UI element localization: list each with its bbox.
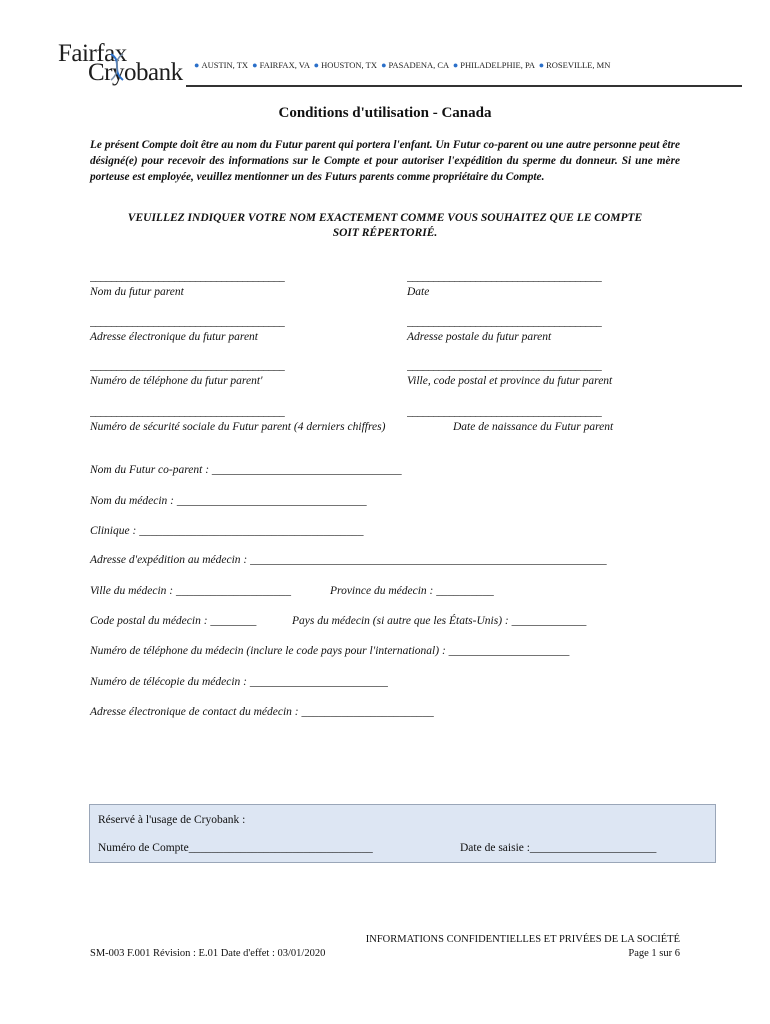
logo-fairfax: Fairfax xyxy=(58,40,127,67)
page-number: Page 1 sur 6 xyxy=(628,948,680,959)
confidential-notice: INFORMATIONS CONFIDENTIELLES ET PRIVÉES DE LA SOCIÉTÉ xyxy=(365,934,680,945)
dob-label: Date de naissance du Futur parent xyxy=(453,421,614,433)
form-id: SM-003 F.001 Révision : E.01 Date d'effet : 03/01/2020 xyxy=(90,948,326,959)
sin-line[interactable]: _____________________________________ xyxy=(90,406,285,418)
location: HOUSTON, TX xyxy=(321,60,377,70)
bullet-icon: ● xyxy=(538,60,545,70)
doctor-city-field[interactable]: Ville du médecin : ____________________ xyxy=(90,585,292,597)
city-label: Ville, code postal et province du futur parent xyxy=(407,375,613,387)
location: FAIRFAX, VA xyxy=(259,60,310,70)
coparent-field[interactable]: Nom du Futur co-parent : _________________________________ xyxy=(90,464,402,476)
location: PHILADELPHIE, PA xyxy=(460,60,535,70)
parent-name-line[interactable]: _____________________________________ xyxy=(90,271,285,283)
locations-list xyxy=(192,60,610,70)
email-line[interactable]: _____________________________________ xyxy=(90,316,285,328)
phone-label: Numéro de téléphone du futur parent' xyxy=(90,375,263,387)
sin-label: Numéro de sécurité sociale du Futur parent (4 derniers chiffres) xyxy=(90,421,386,433)
bullet-icon: ● xyxy=(313,60,320,70)
entry-date-field[interactable]: Date de saisie :______________________ xyxy=(460,842,657,854)
reserved-box xyxy=(89,804,716,863)
ship-address-field[interactable]: Adresse d'expédition au médecin : ______________________________________________________________ xyxy=(90,554,607,566)
postal-address-label: Adresse postale du futur parent xyxy=(407,331,552,343)
bullet-icon: ● xyxy=(381,60,387,70)
doctor-province-field[interactable]: Province du médecin : __________ xyxy=(330,585,494,597)
country-field[interactable]: Pays du médecin (si autre que les États-Unis) : _____________ xyxy=(292,615,587,627)
city-line[interactable]: _____________________________________ xyxy=(407,360,602,372)
bullet-icon: ● xyxy=(252,60,258,70)
reserved-heading: Réservé à l'usage de Cryobank : xyxy=(98,814,246,826)
account-number-field[interactable]: Numéro de Compte________________________________ xyxy=(98,842,373,854)
location: AUSTIN, TX xyxy=(201,60,249,70)
email-label: Adresse électronique du futur parent xyxy=(90,331,258,343)
doctor-fax-field[interactable]: Numéro de télécopie du médecin : ________________________ xyxy=(90,676,388,688)
logo-cryobank: Cryobank xyxy=(88,59,183,86)
parent-name-label: Nom du futur parent xyxy=(90,286,184,298)
phone-line[interactable]: _____________________________________ xyxy=(90,360,285,372)
dob-line[interactable]: _____________________________________ xyxy=(407,406,602,418)
clinic-field[interactable]: Clinique : _______________________________________ xyxy=(90,525,364,537)
date-label: Date xyxy=(407,286,430,298)
doctor-email-field[interactable]: Adresse électronique de contact du médecin : _______________________ xyxy=(90,706,434,718)
instruction-line-2: SOIT RÉPERTORIÉ. xyxy=(332,227,438,239)
page-title: Conditions d'utilisation - Canada xyxy=(278,105,492,121)
doctor-phone-field[interactable]: Numéro de téléphone du médecin (inclure le code pays pour l'international) : _____________________ xyxy=(90,645,570,657)
logo-helix-icon xyxy=(108,52,126,82)
bullet-icon: ● xyxy=(194,60,200,70)
header-divider xyxy=(186,85,742,87)
instruction-line-1: VEUILLEZ INDIQUER VOTRE NOM EXACTEMENT COMME VOUS SOUHAITEZ QUE LE COMPTE xyxy=(127,212,643,224)
bullet-icon: ● xyxy=(452,60,459,70)
postal-code-field[interactable]: Code postal du médecin : ________ xyxy=(90,615,257,627)
date-line[interactable]: _____________________________________ xyxy=(407,271,602,283)
location: PASADENA, CA xyxy=(388,60,449,70)
instruction xyxy=(90,211,680,241)
location: ROSEVILLE, MN xyxy=(546,60,611,70)
postal-address-line[interactable]: _____________________________________ xyxy=(407,316,602,328)
intro-paragraph: Le présent Compte doit être au nom du Futur parent qui portera l'enfant. Un Futur co-parent ou une autre personne peut être désigné(e) pour recevoir des informations sur le Compte et pour autoriser l'expédition du sperme du donneur. Si une mère porteuse est employée, veuillez mentionner un des Futurs parents comme propriétaire du Compte. xyxy=(90,139,680,183)
doctor-name-field[interactable]: Nom du médecin : _________________________________ xyxy=(90,495,367,507)
